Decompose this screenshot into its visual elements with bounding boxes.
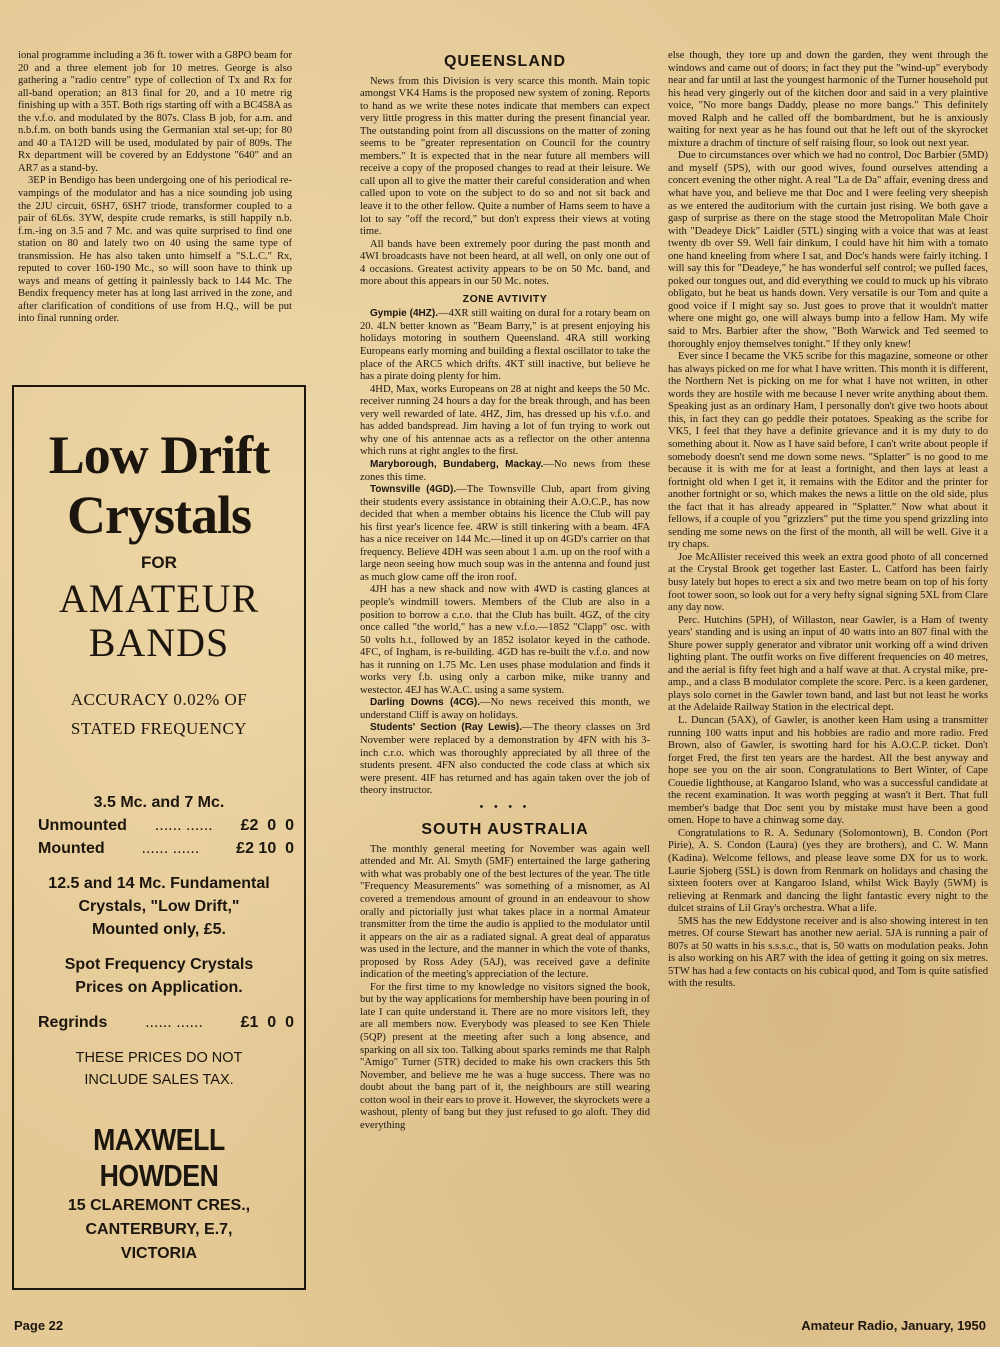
ad-amateur: AMATEUR [58,576,260,621]
crystals-advertisement [12,385,306,1290]
section-heading-queensland: QUEENSLAND [443,53,566,70]
paragraph: Joe McAllister received this week an extra good photo of all concerned at the Crystal Brook get together last Easter. L. Catford has been fairly busy lately but hopes to erect a six and two metre beam on top of his forty foot tower soon, so look out for a very hefty signal signing 5XL from Clare any day now. [668,551,988,614]
zone-heading: Students' Section (Ray Lewis). [370,722,523,734]
zone-heading: Maryborough, Bundaberg, Mackay. [370,458,544,470]
zone-heading: Townsville (4GD). [370,484,457,496]
paragraph: ional programme including a 36 ft. tower with a G8PO beam for 20 and a three element job for 10 metres. George is also gathering a "radio centre" type of collection of Tx and Rx for all-band operation; an 813 final for 20, and a 10 metre rig finishing up with a 35T. Both rigs starting off with a BC458A as the v.f.o. and modulated by the 807s. Class B job, for a.m. and n.b.f.m. on both bands using the Germanian xtal set-up; for 80 and 40 a TA12D will be used, modulated by pair of 809s. The Rx department will be covered by an Eddystone "640" and an AR7 as a stand-by. [18,50,292,174]
ad-bands: BANDS [88,620,230,665]
price-leader: ...... ...... [141,840,200,857]
ad-accuracy-2: STATED FREQUENCY [70,719,248,738]
ad-address-1: 15 CLAREMONT CRES., [67,1197,251,1214]
zone-text: —No news received this month, we understand Cliff is away on holidays. [360,697,650,721]
ad-price-regrinds [14,1011,304,1034]
price-value: £1 0 0 [240,1014,294,1031]
paragraph: 5MS has the new Eddystone receiver and is also showing interest in ten metres. Of course Stewart has another new aerial. 5JA is running a pair of 807s at 50 watts in his s.s.s.c., that is, 50 watts on modulation peaks. John is also working on his AR7 with the idea of getting it going on six metres. 5TW has had a few contacts on his cubical quod, and Tom is quite satisfied with the results. [668,915,988,990]
ad-tax-note-1: THESE PRICES DO NOT [75,1050,243,1066]
price-leader: ...... ...... [145,1014,203,1031]
section-divider: • • • • [479,801,531,813]
ad-headline-1: Low Drift [48,425,270,485]
paragraph [360,697,650,722]
price-label: Unmounted [38,817,127,834]
paragraph: Congratulations to R. A. Sedunary (Solomontown), B. Condon (Port Pirie), A. S. Condon (Laura) (yes they are brothers), and C. W. Mann (Kadina). Welcome fellows, and please leave some DX for us to work. Laurie Sjoberg (5SL) is down from Renmark on holidays and chasing the sixteen footers over at Kangaroo Island, whilst Wick Bayly (5WM) is relieving at Renmark and dancing the light fantastic every night to the dulcet strains of Lil Gray's orchestra. What a life. [668,827,988,915]
paragraph: For the first time to my knowledge no visitors signed the book, but by the way applications for membership have been pouring in of late I can quite understand it. There are no more visitors left, they are all members now. Everybody was pleased to see Ken Thiele (5QP) present at the meeting after such a long absence, and sparking on all six too. Talking about sparks reminds me that Ralph "Amigo" Turner (5TR) decided to make his own crackers this 5th November, and believe me he was a huge success. There was no doubt about the bang part of it, the neighbours are still wearing cotton wool in their ears to prove it. However, the skyrockets were a washout, plenty of bang but they just refused to go aloft. They did everything [360,981,650,1131]
ad-company-name: MAXWELL HOWDEN [93,1122,225,1193]
paragraph: Perc. Hutchins (5PH), of Willaston, near Gawler, is a Ham of twenty years' standing and is using an input of 40 watts into an 807 final with the Shure power supply generator and vibrator unit working off a wind driven lighting plant. The outfit works on five different frequencies on 40 metres, and the aerial is fifty feet high and a half wave at that. A crystal mike, pre-amp., and a class B modulator complete the score. Perc. is a keen gardener, plays solo cornet in the Gawler town band, and last but not least he works at the Adelaide Railway Station in the electrical dept. [668,614,988,714]
price-label: Mounted [38,840,105,857]
paragraph: The monthly general meeting for November was again well attended and Mr. Al. Smyth (5MF) entertained the large gathering with what was probably one of the best lectures of the year. The title "Frequency Measurements" was something of a misnomer, as Al covered a tremendous amount of ground in an endeavour to show orally and pictorially just what takes place in a normal Amateur transmitter from the time the audio is applied to the modulator until it appears on the air as a radiated signal. A great deal of apparatus was used in the lecture, and the manner in which the vote of thanks, proposed by Ross Adey (5AJ), was received gave a definite indication of the meeting's appreciation of the lecture. [360,843,650,981]
price-label: Regrinds [38,1014,108,1031]
right-column [668,50,988,991]
price-value: £2 10 0 [236,840,294,857]
zone-text: —The Townsville Club, apart from giving their students every assistance in obtaining their A.O.C.P., has now decided that when a member obtains his licence the Club will pay his first year's licence fee. 4RW is still tinkering with a beam. 4FA has a nice receiver on 144 Mc.—lined it up on 4GD's carrier on that frequency. Believe 4DH was seen about 1 a.m. up on the roof with a large neon seeing how much soup was in the antenna and found just as much glow came off the iron roof. [360,484,650,583]
subheading-zone-activity: ZONE AVTIVITY [462,292,548,305]
paragraph [360,484,650,584]
zone-heading: Darling Downs (4CG). [370,697,481,709]
price-value: £2 0 0 [240,817,294,834]
paragraph: News from this Division is very scarce this month. Main topic amongst VK4 Hams is the proposed new system of zoning. Reports to hand as we write these notes indicate that members can expect very little progress in this matter during the present financial year. The outstanding point from all discussions on the matter of zoning seems to be "greater representation on Council for the country members." It is expected that in the near future all members will receive a copy of the proposed changes to read at their leisure. We call upon all to give the matter their careful consideration and when called upon to vote on the subject to do so and not sit back and leave it to the other fellow. Quite a number of Hams seem to have a lot to say "off the record," but don't express their views at voting time. [360,75,650,238]
ad-accuracy-1: ACCURACY 0.02% OF [70,690,248,709]
section-heading-south-australia: SOUTH AUSTRALIA [421,821,589,839]
left-column [18,50,292,326]
zone-text: —No news from these zones this time. [360,458,650,483]
paragraph [360,459,650,484]
ad-fundamental-3: Mounted only, £5. [92,921,226,938]
page-number: Page 22 [14,1318,64,1333]
ad-headline-2: Crystals [67,485,251,545]
paragraph: 4JH has a new shack and now with 4WD is casting glances at people's windmill towers. Members of the Club are also in a position to borrow a c.r.o. that the Club has built. 4GZ, of the city once called "the world," has a new v.f.o.—1852 "Clapp" osc. with 50 volts h.t., followed by an 1852 isolator keyed in the cathode. 4FC, of Ingham, is re-building. 4GD has re-built the v.f.o. and now has it running on 1.75 Mc. Len uses phase modulation and finds it works very f.b. using only a carbon mike, mike tranny and westector. 4EJ has W.A.C. using a same system. [360,584,650,696]
paragraph: Due to circumstances over which we had no control, Doc Barbier (5MD) and myself (5PS), with our good wives, found ourselves attending a concert evening the other night. A real "La de Da" affair, evening dress and what have you, and believe me that Doc and I were feeling very sheepish as we entered the auditorium with the curtain just rising. We both gave a gasp of surprise as there on the stage stood the Metropolitan Male Choir with "Deadeye Dick" Laidler (5TL) singing with a voice that was at least twenty db over S9. Well fair dinkum, I could have hit him with a tomato one hand kneeling from where I sat, and Doc's hands were fairly itching. I will say this for "Deadeye," he has wonderful self control; we pulled faces, poked our tongues out, and did everything we could to muck up his vibrato obligato, but he beat us hands down. Very versatile is our Tom and quite a good voice if I might say so. Just goes to prove that it wouldn't matter where one might go, one will always bump into a fellow Ham. My wife said to Mrs. Barbier after the show, "Both Warwick and Ted seemed to thoroughly enjoy themselves tonight." If they only knew! [668,150,988,350]
paragraph [360,308,650,383]
ad-fundamental-2: Crystals, "Low Drift," [78,898,240,915]
price-leader: ...... ...... [154,817,213,834]
ad-address-3: VICTORIA [120,1245,198,1262]
ad-address-2: CANTERBURY, E.7, [85,1221,233,1238]
paragraph: All bands have been extremely poor during the past month and 4WI broadcasts have not been heard, at all well, on only one out of 4 occasions. Greatest activity appears to be on 50 Mc. band, and more about this appears in our 50 Mc. notes. [360,238,650,288]
ad-price-mounted [14,837,304,860]
ad-price-unmounted [14,814,304,837]
paragraph: else though, they tore up and down the garden, they went through the windows and came out of doors; in fact they put the "wind-up" everybody near and far until at last the youngest harmonic of the Turner household put his head very gingerly out of the kitchen door and said in a very plaintive voice, "No more bangs Daddy, please no more bangs." This definitely moved Ralph and he called off the bombardment, but he is anxiously waiting for next year as he has found out that he left out of the skyrocket mixture a drachm of tincture of self raising flour, so look out next year. [668,50,988,149]
zone-text: —4XR still waiting on dural for a rotary beam on 20. 4LN better known as "Beam Barry," is at present enjoying his holidays motoring in southern Queensland. 4RA still working Europeans early morning and building a flextal oscillator to take the place of the ARC5 which drifts. 4KT still inactive, but believe he has a pirate doing plenty for him. [360,308,650,383]
paragraph: L. Duncan (5AX), of Gawler, is another keen Ham using a transmitter running 100 watts input and his hobbies are radio and more radio. Fred Brown, also of Gawler, is swotting hard for his A.O.C.P. ticket. Don't forget Fred, the first ten years are the hardest. All the best anyway and hope see you on the air soon. Congratulations to Bert Winter, of Cape Couedie lighthouse, at Kangaroo Island, who was a successful candidate at the recent examination. It was worth pegging at wasn't it Bert. That full member's badge that Doc sent you by mistake must have been a good omen. Hope to have a chinwag some day. [668,714,988,827]
ad-for: FOR [141,553,177,572]
paragraph: 3EP in Bendigo has been undergoing one of his periodical re-vampings of the modulator and has a nice sounding job using the 2JU circuit, 6SH7, 6SH7 triode, transformer coupled to a pair of 6L6s. 3YW, despite crude remarks, is still happily n.b. f.m.-ing on 3.5 and 7 Mc. and was quite surprised to find one station on 80 and lately two on 40 using the same type of transmission. He has also taken unto himself a "S.L.C." Rx, reputed to cover 160-190 Mc., so will soon have to think up ways and means of getting it painlessly back to 144 Mc. The Bendix frequency meter has at long last arrived in the zone, and after clarification of conditions of use from H.Q., will be put into final running order. [18,175,292,325]
journal-issue: Amateur Radio, January, 1950 [801,1318,986,1333]
paragraph [360,722,650,797]
ad-spot-2: Prices on Application. [75,979,243,996]
ad-frequency: 3.5 Mc. and 7 Mc. [93,794,225,811]
ad-spot-1: Spot Frequency Crystals [64,956,254,973]
ad-fundamental-1: 12.5 and 14 Mc. Fundamental [48,875,270,892]
middle-column [360,50,650,1132]
zone-text: —The theory classes on 3rd November were replaced by a demonstration by 4FN with his 3-inch c.r.o. which was thoroughly appreciated by all three of the students present. 4FN also conducted the code class at which six were present. 4IF has returned and has again taken over the job of theory instructor. [360,722,651,797]
paragraph: Ever since I became the VK5 scribe for this magazine, someone or other has always picked on me for what I have written. This month it is different, the Northern Net is picking on me for what I have not written, in other words they are hostile with me because I never write anything about them. Speaking just as an ordinary Ham, I personally don't give two hoots about this, in fact they can go peddle their potatoes. Speaking as the scribe for VK5, I feel that they have a definite grievance and it is my duty to do something about it. Now as I have said before, I can't write about people if somebody doesn't send me down some news. "Splatter" is no good to me because it is with me for at least a fortnight, and then lays at least a fortnight old when I get it, it remains with the Editor and the printer for another fortnight or so, which makes the news a little on the old side, plus the fact that it has already appeared in "Splatter." Now what about it fellows, if a couple of you "grizzlers" put the time you spend grizzling into sending me some news on the first of the month, all will be well. Give it a try chaps. [668,351,988,551]
zone-heading: Gympie (4HZ). [370,308,438,320]
ad-tax-note-2: INCLUDE SALES TAX. [84,1072,234,1088]
paragraph: 4HD, Max, works Europeans on 28 at night and keeps the 50 Mc. receiver running 24 hours a day for the break through, and has been very well rewarded of late. 4HZ, Jim, has dressed up his v.f.o. and has added bandspread. Jim having a lot of fun trying to work out why one of his antennae acts as a reflector on the other antenna which runs at right angles to the first. [360,383,650,458]
